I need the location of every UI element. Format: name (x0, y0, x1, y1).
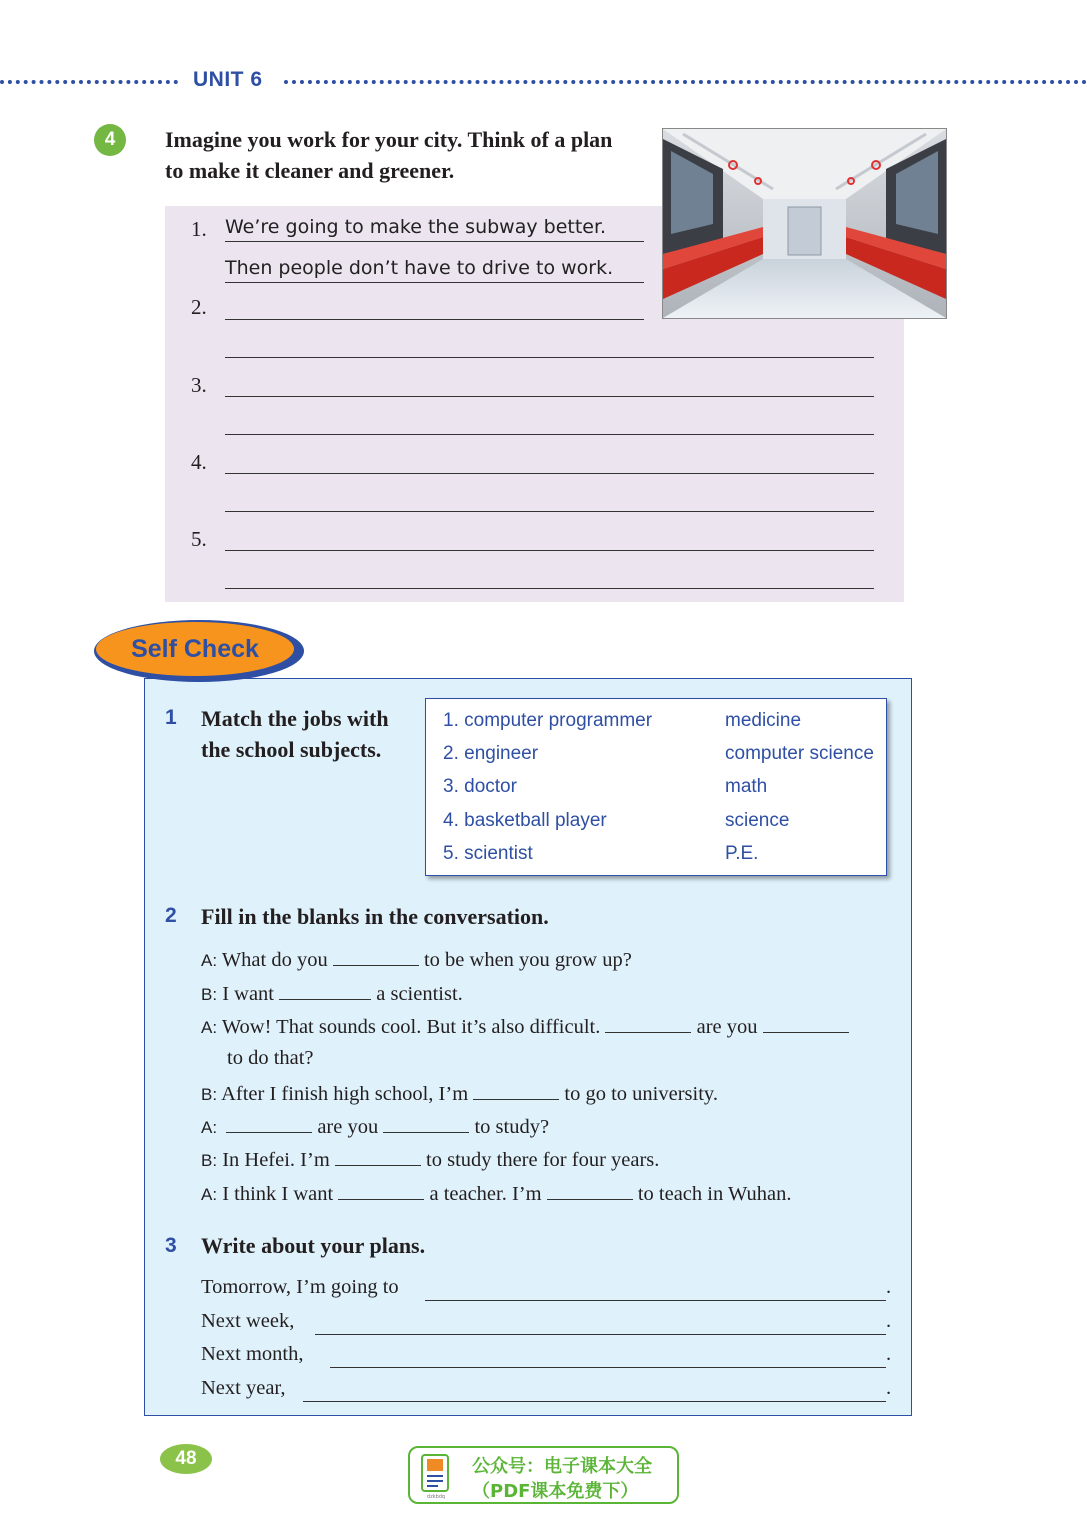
watermark-icon-text: dzkbdq (426, 1494, 446, 1499)
blank[interactable] (335, 1147, 421, 1166)
speaker-label: B: (201, 1085, 218, 1104)
blank[interactable] (338, 1181, 424, 1200)
answer-line[interactable] (225, 357, 874, 358)
line-text: I think I want (222, 1183, 334, 1205)
conversation-line (201, 1081, 718, 1106)
blank[interactable] (383, 1114, 469, 1133)
unit-title: UNIT 6 (193, 68, 263, 91)
line-text: to study there for four years. (426, 1149, 660, 1171)
plan-answer-line[interactable] (330, 1367, 886, 1368)
answer-line[interactable] (225, 282, 644, 283)
conversation-line (201, 1014, 849, 1039)
line-text: In Hefei. I’m (222, 1149, 330, 1171)
question-number-2: 2 (165, 904, 177, 927)
item-number-4: 4. (191, 450, 207, 474)
blank[interactable] (605, 1014, 691, 1033)
blank[interactable] (763, 1014, 849, 1033)
line-text: Wow! That sounds cool. But it’s also difficult. (221, 1016, 601, 1038)
blank[interactable] (279, 981, 371, 1000)
line-text: to study? (474, 1116, 550, 1138)
job-item: 1. computer programmer (443, 710, 653, 731)
answer-line[interactable] (225, 396, 874, 397)
subway-photo (662, 128, 947, 319)
answer-line[interactable] (225, 434, 874, 435)
example-answer-line2: Then people don’t have to drive to work. (225, 257, 614, 279)
conversation-line (201, 1181, 791, 1206)
plan-answer-line[interactable] (315, 1334, 886, 1335)
line-text: are you (317, 1116, 379, 1138)
question-number-1: 1 (165, 706, 177, 729)
conversation-line-continued: to do that? (227, 1047, 314, 1069)
question-3-title: Write about your plans. (201, 1233, 426, 1258)
speaker-label: A: (201, 951, 218, 970)
subject-item: science (725, 810, 790, 831)
plan-prompt-next-week: Next week, (201, 1310, 295, 1332)
line-text: to teach in Wuhan. (637, 1183, 792, 1205)
speaker-label: A: (201, 1118, 218, 1137)
book-icon (420, 1453, 452, 1499)
watermark-badge (408, 1446, 679, 1504)
line-text: are you (696, 1016, 758, 1038)
job-item: 3. doctor (443, 776, 517, 797)
item-number-1: 1. (191, 217, 207, 241)
plan-answer-line[interactable] (425, 1300, 886, 1301)
speaker-label: B: (201, 985, 218, 1004)
line-text: What do you (221, 949, 328, 971)
question-1-title: Match the jobs with the school subjects. (201, 706, 389, 762)
job-item: 2. engineer (443, 743, 539, 764)
question-2-title: Fill in the blanks in the conversation. (201, 904, 549, 929)
answer-line[interactable] (225, 511, 874, 512)
watermark-line1: 公众号：电子课本大全 (472, 1456, 652, 1477)
item-number-5: 5. (191, 527, 207, 551)
subway-interior-illustration (663, 129, 946, 318)
line-text: to go to university. (564, 1083, 718, 1105)
plan-answer-line[interactable] (303, 1401, 886, 1402)
answer-line[interactable] (225, 550, 874, 551)
subject-item: computer science (725, 743, 874, 764)
period-mark: . (886, 1343, 892, 1365)
answer-line[interactable] (225, 473, 874, 474)
conversation-line (201, 947, 632, 972)
job-item: 4. basketball player (443, 810, 607, 831)
blank[interactable] (473, 1081, 559, 1100)
conversation-line (201, 1147, 659, 1172)
self-check-tab: Self Check (96, 622, 294, 676)
exercise-instructions: Imagine you work for your city. Think of a plan to make it cleaner and greener. (165, 127, 613, 183)
page-number: 48 (160, 1444, 212, 1474)
period-mark: . (886, 1377, 892, 1399)
job-item: 5. scientist (443, 843, 533, 864)
line-text: to be when you grow up? (423, 949, 632, 971)
line-text: a scientist. (376, 983, 463, 1005)
exercise-number: 4 (94, 124, 126, 156)
blank[interactable] (547, 1181, 633, 1200)
speaker-label: A: (201, 1018, 218, 1037)
line-text: I want (222, 983, 274, 1005)
subject-item: math (725, 776, 768, 797)
answer-line[interactable] (225, 241, 644, 242)
period-mark: . (886, 1276, 892, 1298)
period-mark: . (886, 1310, 892, 1332)
question-number-3: 3 (165, 1234, 177, 1257)
header-dotted-rule-left (0, 80, 178, 84)
item-number-3: 3. (191, 373, 207, 397)
conversation-line (201, 981, 463, 1006)
example-answer-line1: We’re going to make the subway better. (225, 216, 607, 238)
item-number-2: 2. (191, 295, 207, 319)
speaker-label: A: (201, 1185, 218, 1204)
subject-item: P.E. (725, 843, 759, 864)
watermark-line2: （PDF课本免费下） (472, 1481, 639, 1502)
header-dotted-rule-right (284, 80, 1087, 84)
plan-prompt-next-month: Next month, (201, 1343, 304, 1365)
plan-prompt-tomorrow: Tomorrow, I’m going to (201, 1276, 399, 1298)
answer-line[interactable] (225, 588, 874, 589)
conversation-line (201, 1114, 549, 1139)
blank[interactable] (226, 1114, 312, 1133)
answer-line[interactable] (225, 319, 644, 320)
line-text: a teacher. I’m (429, 1183, 542, 1205)
subject-item: medicine (725, 710, 802, 731)
speaker-label: B: (201, 1151, 218, 1170)
line-text: After I finish high school, I’m (221, 1083, 469, 1105)
plan-prompt-next-year: Next year, (201, 1377, 286, 1399)
blank[interactable] (333, 947, 419, 966)
